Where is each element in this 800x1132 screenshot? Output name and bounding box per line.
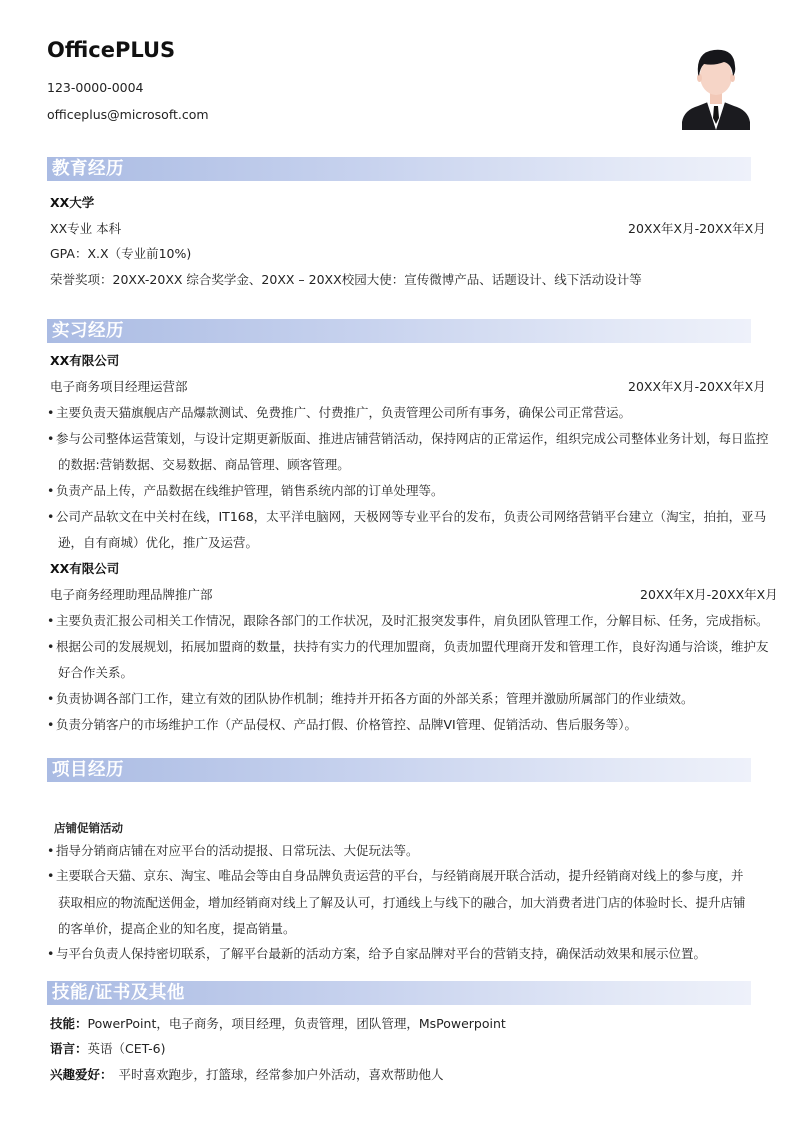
list-item bbox=[47, 715, 637, 733]
section-title: 教育经历 bbox=[52, 159, 124, 179]
bullet-text-continued: 的客单价，提高企业的知名度，提高销量。 bbox=[58, 921, 296, 936]
bullet-text-continued: 获取相应的物流配送佣金，增加经销商对线上了解及认可，打通线上与线下的融合，加大消费者进门店的体验时长、提升店铺 bbox=[58, 895, 746, 910]
school-name: XX大学 bbox=[50, 195, 95, 210]
bullet-text: 主要负责天猫旗舰店产品爆款测试、免费推广、付费推广，负责管理公司所有事务，确保公司正常营运。 bbox=[56, 405, 632, 420]
job-role: 电子商务项目经理运营部 bbox=[50, 379, 188, 394]
section-title: 技能/证书及其他 bbox=[52, 983, 185, 1003]
section-bar bbox=[47, 758, 751, 782]
section-education bbox=[47, 157, 751, 181]
section-title: 实习经历 bbox=[52, 321, 124, 341]
bullet: • bbox=[47, 431, 55, 446]
section-skills bbox=[47, 981, 751, 1005]
bullet: • bbox=[47, 717, 55, 732]
bullet: • bbox=[47, 691, 55, 706]
section-bar bbox=[47, 157, 751, 181]
email-address: officeplus@microsoft.com bbox=[47, 107, 209, 122]
list-item bbox=[47, 944, 706, 962]
bullet: • bbox=[47, 405, 55, 420]
bullet-text: 负责分销客户的市场维护工作（产品侵权、产品打假、价格管控、品牌VI管理、促销活动、售后服务等）。 bbox=[56, 717, 637, 732]
list-item bbox=[47, 611, 769, 629]
bullet-text: 公司产品软文在中关村在线，IT168，太平洋电脑网，天极网等专业平台的发布，负责公司网络营销平台建立（淘宝，拍拍，亚马 bbox=[56, 509, 767, 524]
list-item bbox=[47, 403, 631, 421]
list-item bbox=[47, 637, 769, 655]
job-date: 20XX年X月-20XX年X月 bbox=[640, 587, 778, 602]
company-name: XX有限公司 bbox=[50, 353, 120, 368]
bullet-text: 主要负责汇报公司相关工作情况，跟除各部门的工作状况，及时汇报突发事件，肩负团队管理工作，分解目标、任务，完成指标。 bbox=[56, 613, 769, 628]
list-item bbox=[47, 841, 419, 859]
phone-number: 123-0000-0004 bbox=[47, 80, 144, 95]
list-item bbox=[47, 689, 694, 707]
major-degree: XX专业 本科 bbox=[50, 221, 122, 236]
skills-label: 技能： bbox=[50, 1016, 88, 1031]
section-project bbox=[47, 758, 751, 782]
job-role: 电子商务经理助理品牌推广部 bbox=[50, 587, 213, 602]
bullet: • bbox=[47, 483, 55, 498]
section-title: 项目经历 bbox=[52, 760, 124, 780]
language-label: 语言： bbox=[50, 1041, 88, 1056]
bullet-text: 主要联合天猫、京东、淘宝、唯品会等由自身品牌负责运营的平台，与经销商展开联合活动，提升经销商对线上的参与度，并 bbox=[56, 868, 744, 883]
avatar-icon bbox=[680, 42, 752, 130]
language-row bbox=[50, 1039, 165, 1057]
gpa: GPA：X.X（专业前10%) bbox=[50, 246, 192, 261]
project-name: 店铺促销活动 bbox=[54, 821, 123, 835]
company-name: XX有限公司 bbox=[50, 561, 120, 576]
list-item bbox=[47, 481, 444, 499]
bullet-text: 参与公司整体运营策划，与设计定期更新版面、推进店铺营销活动，保持网店的正常运作，组织完成公司整体业务计划，每日监控 bbox=[56, 431, 769, 446]
bullet-text-continued: 好合作关系。 bbox=[58, 665, 134, 680]
bullet-text: 指导分销商店铺在对应平台的活动提报、日常玩法、大促玩法等。 bbox=[56, 843, 419, 858]
bullet-text: 负责产品上传，产品数据在线维护管理，销售系统内部的订单处理等。 bbox=[56, 483, 444, 498]
section-internship bbox=[47, 319, 751, 343]
bullet: • bbox=[47, 613, 55, 628]
job-date: 20XX年X月-20XX年X月 bbox=[628, 379, 766, 394]
list-item bbox=[47, 429, 769, 447]
bullet-text-continued: 的数据:营销数据、交易数据、商品管理、顾客管理。 bbox=[58, 457, 350, 472]
hobby-value: 平时喜欢跑步，打篮球，经常参加户外活动，喜欢帮助他人 bbox=[118, 1067, 444, 1082]
list-item bbox=[47, 866, 744, 884]
bullet: • bbox=[47, 509, 55, 524]
list-item bbox=[47, 507, 766, 525]
bullet-text: 根据公司的发展规划，拓展加盟商的数量，扶持有实力的代理加盟商，负责加盟代理商开发和管理工作，良好沟通与洽谈，维护友 bbox=[56, 639, 769, 654]
section-bar bbox=[47, 319, 751, 343]
bullet: • bbox=[47, 843, 55, 858]
honors: 荣誉奖项：20XX-20XX 综合奖学金、20XX – 20XX校园大使：宣传微博产品、话题设计、线下活动设计等 bbox=[50, 272, 642, 287]
bullet: • bbox=[47, 946, 55, 961]
bullet-text: 负责协调各部门工作，建立有效的团队协作机制；维持并开拓各方面的外部关系；管理并激励所属部门的作业绩效。 bbox=[56, 691, 694, 706]
education-date: 20XX年X月-20XX年X月 bbox=[628, 221, 766, 236]
language-value: 英语（CET-6) bbox=[87, 1041, 166, 1056]
hobby-label: 兴趣爱好： bbox=[50, 1067, 113, 1082]
bullet: • bbox=[47, 868, 55, 883]
bullet-text-continued: 逊，自有商城）优化，推广及运营。 bbox=[58, 535, 259, 550]
skills-row bbox=[50, 1014, 506, 1032]
hobby-row bbox=[50, 1065, 444, 1083]
skills-value: PowerPoint，电子商务，项目经理，负责管理，团队管理，MsPowerpoint bbox=[87, 1016, 506, 1031]
bullet-text: 与平台负责人保持密切联系，了解平台最新的活动方案，给予自家品牌对平台的营销支持，确保活动效果和展示位置。 bbox=[56, 946, 707, 961]
bullet: • bbox=[47, 639, 55, 654]
candidate-name: OfficePLUS bbox=[47, 38, 176, 62]
